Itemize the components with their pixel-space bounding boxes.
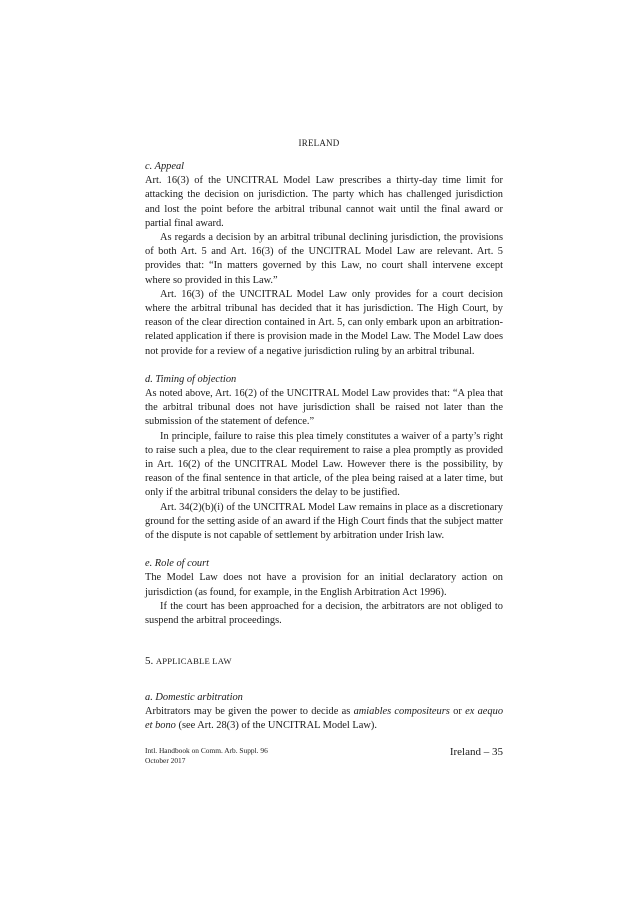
heading-timing-of-objection: d. Timing of objection [145, 373, 237, 385]
footer-date: October 2017 [145, 756, 186, 765]
appeal-paragraph-1: Art. 16(3) of the UNCITRAL Model Law prescribes a thirty-day time limit for attacking the decision on jurisdiction. The party which has challenged jurisdiction and lost the point before the arbitral tribunal cannot wait until the final award or partial final award. [145, 175, 503, 229]
footer-page-number: Ireland – 35 [449, 746, 503, 758]
role-paragraph-2: If the court has been approached for a decision, the arbitrators are not obliged to suspend the arbitral proceedings. [145, 600, 503, 627]
timing-paragraph-3: Art. 34(2)(b)(i) of the UNCITRAL Model Law remains in place as a discretionary ground for the setting aside of an award if the High Court finds that the subject matter of the dispute is not capable of settlement by arbitration under Irish law. [145, 501, 503, 542]
body-text [145, 160, 503, 733]
heading-role-of-court: e. Role of court [145, 558, 210, 570]
timing-paragraph-2: In principle, failure to raise this plea timely constitutes a waiver of a party’s right to raise such a plea, due to the clear requirement to raise a plea promptly as provided in Art. 16(2) of the UNCITRAL Model Law. However there is the possibility, by reason of the final sentence in that article, of the plea being raised at a later time, but only if the arbitral tribunal considers the delay to be justified. [145, 430, 503, 499]
domestic-text-b: or [449, 705, 466, 717]
footer-publication: Intl. Handbook on Comm. Arb. Suppl. 96 [145, 746, 268, 755]
appeal-paragraph-3: Art. 16(3) of the UNCITRAL Model Law only provides for a court decision where the arbitral tribunal has decided that it has jurisdiction. The High Court, by reason of the clear direction contained in Art. 5, can only embark upon an arbitration- related application if there is provision made in the Model Law. The Model Law does not provide for a review of a negative jurisdiction ruling by an arbitral tribunal. [145, 288, 503, 357]
domestic-term-ex-aequo: ex aequo et bono [145, 705, 504, 731]
heading-appeal: c. Appeal [145, 161, 185, 172]
domestic-paragraph-1 [145, 705, 503, 733]
footer-publication-info [145, 746, 268, 766]
section-number: 5. [145, 655, 154, 668]
running-head: IRELAND [298, 138, 340, 148]
domestic-text-c: (see Art. 28(3) of the UNCITRAL Model Law). [175, 719, 377, 731]
heading-domestic-arbitration: a. Domestic arbitration [145, 691, 243, 703]
section-heading-applicable-law [145, 654, 503, 669]
role-paragraph-1: The Model Law does not have a provision for an initial declaratory action on jurisdiction (as found, for example, in the English Arbitration Act 1996). [145, 572, 503, 598]
domestic-term-amiables: amiables compositeurs [353, 705, 450, 717]
appeal-paragraph-2: As regards a decision by an arbitral tribunal declining jurisdiction, the provisions of both Art. 5 and Art. 16(3) of the UNCITRAL Model Law are relevant. Art. 5 provides that: “In matters governed by this Law, no court shall intervene except where so provided in this Law.” [145, 232, 503, 286]
section-title: APPLICABLE LAW [155, 656, 232, 667]
domestic-text-a: Arbitrators may be given the power to decide as [145, 705, 354, 717]
timing-paragraph-1: As noted above, Art. 16(2) of the UNCITRAL Model Law provides that: “A plea that the arbitral tribunal does not have jurisdiction shall be raised not later than the submission of the statement of defence.” [145, 388, 503, 428]
